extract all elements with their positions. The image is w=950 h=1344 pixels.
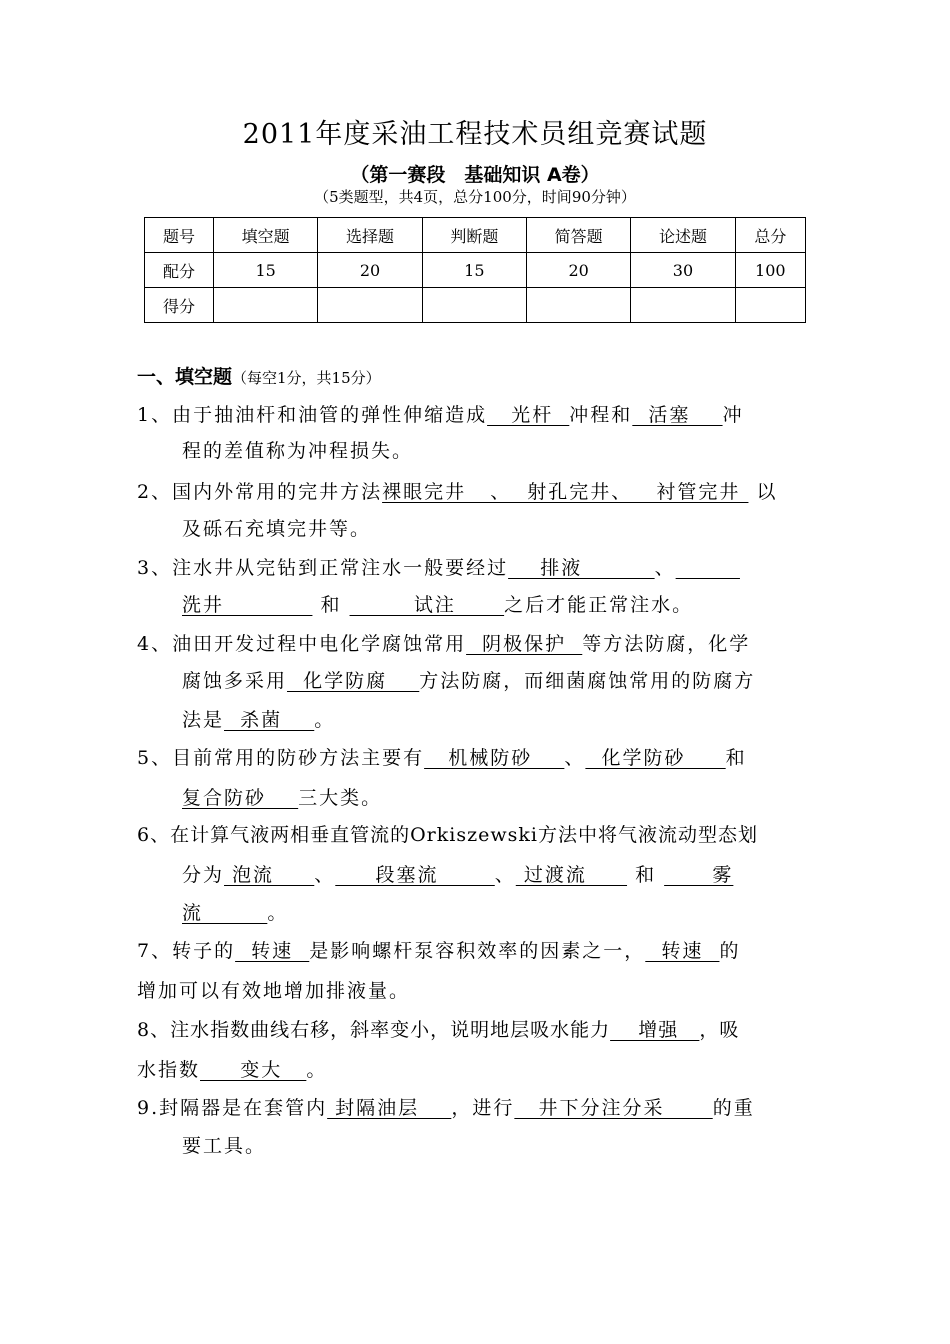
score-entry-cell[interactable] <box>526 288 630 323</box>
question-text: 等方法防腐，化学 <box>582 633 751 655</box>
question-6-line-2 <box>182 860 733 887</box>
question-text: 、 <box>654 557 676 579</box>
question-text: 。 <box>267 902 289 924</box>
answer-blank: 流 <box>182 902 268 924</box>
question-text: 8、注水指数曲线右移，斜率变小，说明地层吸水能力 <box>137 1019 611 1041</box>
table-cell: 配分 <box>145 253 214 288</box>
answer-blank: 机械防砂 <box>424 747 565 769</box>
question-5-line-2 <box>182 783 382 810</box>
table-cell: 论述题 <box>631 218 735 253</box>
question-3-line-1 <box>137 553 740 580</box>
question-text: 7、转子的 <box>137 940 236 962</box>
question-text: 5、目前常用的防砂方法主要有 <box>137 747 425 769</box>
question-3-line-2 <box>182 590 693 617</box>
question-text: ，进行 <box>451 1097 515 1119</box>
answer-blank: 裸眼完井 、 射孔完井、 衬管完井 <box>382 481 749 503</box>
question-text: 是影响螺杆泵容积效率的因素之一， <box>309 940 646 962</box>
question-text: 和 <box>627 864 665 886</box>
question-text: 1、由于抽油杆和油管的弹性伸缩造成 <box>137 404 488 426</box>
question-text: 。 <box>306 1059 328 1081</box>
table-cell: 题号 <box>145 218 214 253</box>
answer-blank: 井下分注分采 <box>514 1097 713 1119</box>
question-text: 6、在计算气液两相垂直管流的Orkiszewski方法中将气液流动型态划 <box>137 824 758 846</box>
question-7-line-2 <box>137 976 410 1003</box>
answer-blank: 泡流 <box>224 864 315 886</box>
question-text: 9.封隔器是在套管内 <box>137 1097 328 1119</box>
question-4-line-3 <box>182 705 335 732</box>
question-text: 要工具。 <box>182 1135 267 1157</box>
question-8-line-2 <box>137 1055 327 1082</box>
question-2-line-2 <box>182 514 371 541</box>
question-4-line-2 <box>182 666 755 693</box>
question-text: 4、油田开发过程中电化学腐蚀常用 <box>137 633 467 655</box>
question-text: 冲程和 <box>569 404 633 426</box>
table-row <box>145 253 806 288</box>
exam-info: （5类题型，共4页，总分100分，时间90分钟） <box>314 188 636 206</box>
question-7-line-1 <box>137 936 740 963</box>
answer-blank: 转速 <box>235 940 310 962</box>
question-6-line-1 <box>137 820 758 847</box>
answer-blank: 化学防砂 <box>585 747 726 769</box>
answer-blank: 变大 <box>200 1059 307 1081</box>
table-cell: 100 <box>735 253 805 288</box>
table-cell: 填空题 <box>214 218 318 253</box>
table-cell: 判断题 <box>422 218 526 253</box>
question-9-line-1 <box>137 1093 755 1120</box>
answer-blank: 杀菌 <box>224 709 315 731</box>
table-cell: 选择题 <box>318 218 422 253</box>
section-note: （每空1分，共15分） <box>232 369 381 387</box>
question-8-line-1 <box>137 1015 739 1042</box>
question-text: ，吸 <box>699 1019 740 1041</box>
answer-blank: 排液 <box>508 557 655 579</box>
answer-blank <box>676 557 740 579</box>
score-entry-cell[interactable] <box>214 288 318 323</box>
question-text: 和 <box>725 747 747 769</box>
question-text: 方法防腐，而细菌腐蚀常用的防腐方 <box>419 670 756 692</box>
table-cell: 15 <box>214 253 318 288</box>
answer-blank: 过渡流 <box>515 864 628 886</box>
page-subtitle: （第一赛段 基础知识 A卷） <box>350 164 600 186</box>
question-9-line-2 <box>182 1131 266 1158</box>
question-text: 2、国内外常用的完井方法 <box>137 481 383 503</box>
question-5-line-1 <box>137 743 747 770</box>
question-text: 三大类。 <box>298 787 383 809</box>
section-heading <box>137 362 381 389</box>
question-text: 3、注水井从完钻到正常注水一般要经过 <box>137 557 509 579</box>
question-1-line-2 <box>182 436 413 463</box>
question-text: 分为 <box>182 864 225 886</box>
question-4-line-1 <box>137 629 750 656</box>
table-cell: 30 <box>631 253 735 288</box>
answer-blank: 光杆 <box>487 404 570 426</box>
answer-blank: 雾 <box>664 864 734 886</box>
answer-blank: 化学防腐 <box>287 670 420 692</box>
answer-blank: 转速 <box>645 940 720 962</box>
table-cell: 20 <box>318 253 422 288</box>
answer-blank: 活塞 <box>632 404 723 426</box>
score-entry-cell[interactable] <box>631 288 735 323</box>
question-text: 和 <box>312 594 350 616</box>
score-entry-cell[interactable] <box>318 288 422 323</box>
answer-blank: 封隔油层 <box>327 1097 452 1119</box>
section-title: 一、填空题 <box>137 366 233 388</box>
question-text: 水指数 <box>137 1059 201 1081</box>
answer-blank: 阴极保护 <box>466 633 583 655</box>
score-entry-cell[interactable] <box>422 288 526 323</box>
question-1-line-1 <box>137 400 744 427</box>
question-text: 的 <box>719 940 741 962</box>
answer-blank: 试注 <box>349 594 505 616</box>
answer-blank: 复合防砂 <box>182 787 299 809</box>
question-text: 、 <box>314 864 336 886</box>
question-text: 以 <box>748 481 778 503</box>
table-row <box>145 288 806 323</box>
table-cell: 得分 <box>145 288 214 323</box>
question-2-line-1 <box>137 477 778 504</box>
answer-blank: 段塞流 <box>335 864 495 886</box>
question-text: 。 <box>314 709 336 731</box>
score-entry-cell[interactable] <box>735 288 805 323</box>
question-text: 及砾石充填完井等。 <box>182 518 372 540</box>
answer-blank: 洗井 <box>182 594 313 616</box>
score-table <box>144 217 806 323</box>
question-text: 程的差值称为冲程损失。 <box>182 440 414 462</box>
question-text: 增加可以有效地增加排液量。 <box>137 980 411 1002</box>
question-text: 的重 <box>712 1097 755 1119</box>
question-text: 腐蚀多采用 <box>182 670 288 692</box>
question-text: 法是 <box>182 709 225 731</box>
answer-blank: 增强 <box>610 1019 700 1041</box>
question-text: 、 <box>494 864 516 886</box>
question-text: 冲 <box>722 404 744 426</box>
table-cell: 20 <box>526 253 630 288</box>
table-row <box>145 218 806 253</box>
question-text: 、 <box>564 747 586 769</box>
question-6-line-3 <box>182 898 288 925</box>
table-cell: 15 <box>422 253 526 288</box>
table-cell: 总分 <box>735 218 805 253</box>
page-title: 2011年度采油工程技术员组竞赛试题 <box>242 119 708 150</box>
question-text: 之后才能正常注水。 <box>504 594 694 616</box>
table-cell: 简答题 <box>526 218 630 253</box>
